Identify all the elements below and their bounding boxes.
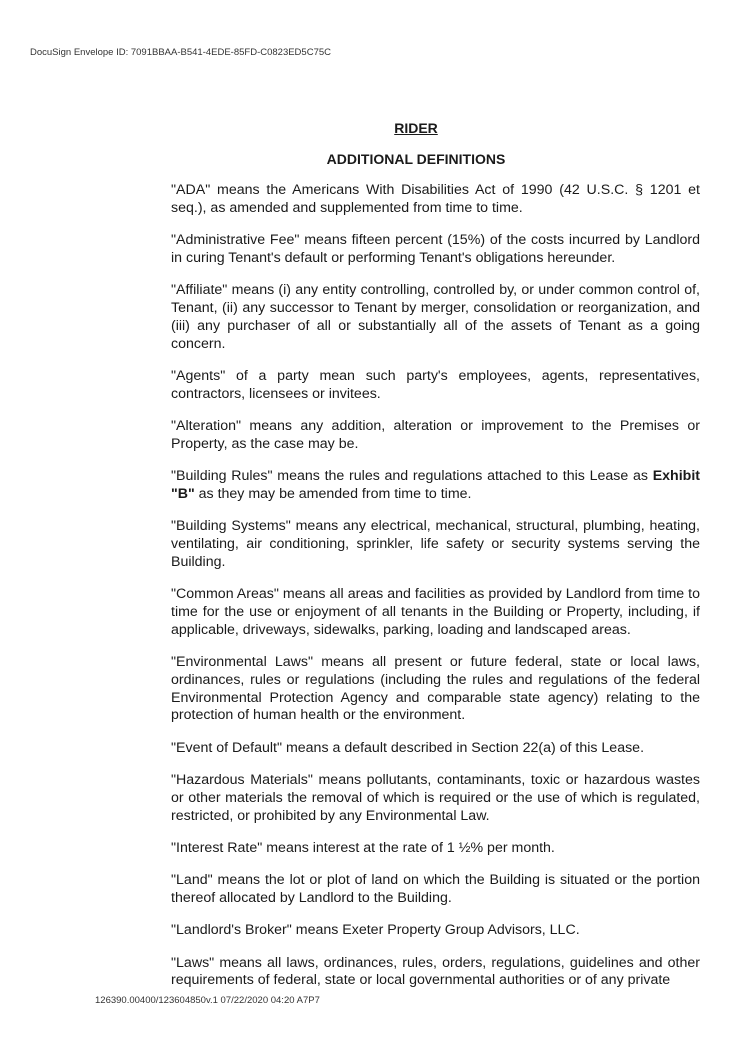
definition-building-rules <box>171 468 700 504</box>
definition-environmental-laws: "Environmental Laws" means all present or future federal, state or local laws, ordinances, rules or regulations (including the rules and regulations of the federal Environmental Protection Agency and comparable state agency) relating to the protection of human health or the environment. <box>171 653 700 724</box>
definition-alteration: "Alteration" means any addition, alteration or improvement to the Premises or Property, as the case may be. <box>171 417 700 452</box>
definition-building-systems: "Building Systems" means any electrical, mechanical, structural, plumbing, heating, ventilating, air conditioning, sprinkler, life safety or security systems serving the Building. <box>171 518 700 570</box>
definition-agents: "Agents" of a party mean such party's employees, agents, representatives, contractors, licensees or invitees. <box>171 367 700 402</box>
definition-text: "Building Rules" means the rules and regulations attached to this Lease as <box>171 468 653 485</box>
definition-event-of-default: "Event of Default" means a default described in Section 22(a) of this Lease. <box>171 739 645 756</box>
docusign-envelope-id: DocuSign Envelope ID: 7091BBAA-B541-4EDE-85FD-C0823ED5C75C <box>30 47 331 58</box>
section-heading: ADDITIONAL DEFINITIONS <box>326 151 506 167</box>
definition-affiliate: "Affiliate" means (i) any entity controlling, controlled by, or under common control of, Tenant, (ii) any successor to Tenant by merger, consolidation or reorganization, and (iii) any purchaser of all or substantially all of the assets of Tenant as a going concern. <box>171 282 700 352</box>
definition-administrative-fee: "Administrative Fee" means fifteen percent (15%) of the costs incurred by Landlord in curing Tenant's default or performing Tenant's obligations hereunder. <box>171 232 700 266</box>
definition-interest-rate: "Interest Rate" means interest at the rate of 1 ½% per month. <box>171 839 555 856</box>
definition-ada: "ADA" means the Americans With Disabilities Act of 1990 (42 U.S.C. § 1201 et seq.), as amended and supplemented from time to time. <box>171 182 700 216</box>
definition-landlords-broker: "Landlord's Broker" means Exeter Property Group Advisors, LLC. <box>171 922 580 939</box>
exhibit-reference: Exhibit "B" <box>171 468 700 502</box>
definitions-list <box>171 182 700 1005</box>
definition-common-areas: "Common Areas" means all areas and facilities as provided by Landlord from time to time for the use or enjoyment of all tenants in the Building or Property, including, if applicable, driveways, sidewalks, parking, loading and landscaped areas. <box>171 586 700 638</box>
footer-doc-id: 126390.00400/123604850v.1 07/22/2020 04:20 A7P7 <box>95 995 320 1006</box>
definition-land: "Land" means the lot or plot of land on which the Building is situated or the portion thereof allocated by Landlord to the Building. <box>171 872 700 906</box>
definition-laws: "Laws" means all laws, ordinances, rules, orders, regulations, guidelines and other requirements of federal, state or local governmental authorities or of any private <box>171 954 700 989</box>
definition-hazardous-materials: "Hazardous Materials" means pollutants, contaminants, toxic or hazardous wastes or other materials the removal of which is required or the use of which is regulated, restricted, or prohibited by any Environmental Law. <box>171 771 700 824</box>
page-title: RIDER <box>394 120 438 136</box>
definition-text-after: as they may be amended from time to time. <box>194 485 472 502</box>
